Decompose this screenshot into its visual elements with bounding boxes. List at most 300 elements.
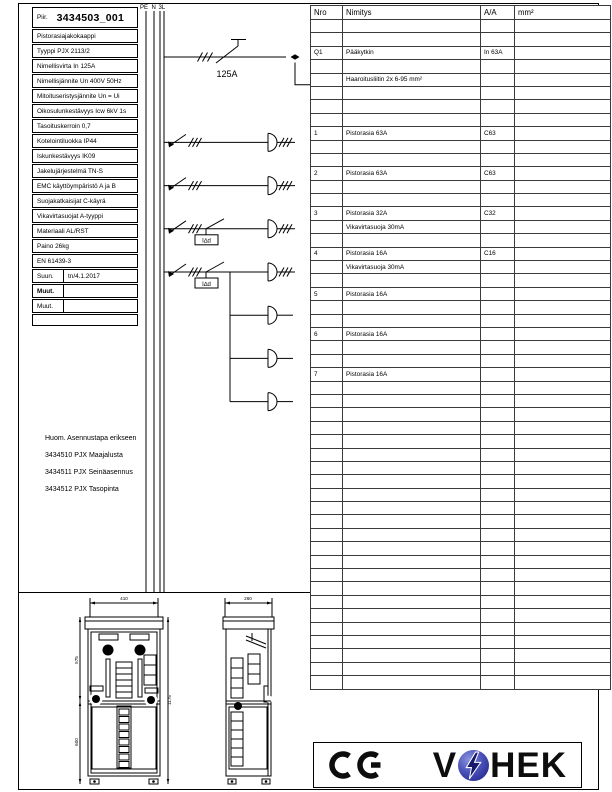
- circuit-table-row: [311, 127, 611, 140]
- circuit-cell: 1: [311, 127, 343, 140]
- spec-value: tn/4.1.2017: [68, 272, 100, 280]
- circuit-cell: [515, 635, 611, 648]
- mounting-notes: [45, 430, 136, 498]
- spec-label: Vikavirtasuojat A-tyyppi: [37, 212, 103, 220]
- circuit-cell: [481, 261, 515, 274]
- circuit-cell: [515, 46, 611, 59]
- circuit-cell: Pääkytkin: [343, 46, 481, 59]
- circuit-cell: [343, 140, 481, 153]
- circuit-cell: [515, 327, 611, 340]
- bus-label-3l: 3L: [158, 5, 166, 11]
- spec-label: Tyyppi PJX 2113/2: [37, 47, 90, 55]
- circuit-cell: [343, 100, 481, 113]
- spec-label: EN 61439-3: [37, 257, 72, 265]
- circuit-cell: [515, 368, 611, 381]
- circuit-cell: [515, 153, 611, 166]
- circuit-table-row: [311, 649, 611, 662]
- circuit-table-row: [311, 515, 611, 528]
- dim-upper-height: 575: [74, 656, 79, 664]
- dim-total-height: 1175: [167, 695, 172, 705]
- circuit-cell: [343, 381, 481, 394]
- circuit-cell: [481, 301, 515, 314]
- circuit-cell: [343, 582, 481, 595]
- circuit-cell: 3: [311, 207, 343, 220]
- circuit-cell: [311, 20, 343, 33]
- circuit-cell: [481, 528, 515, 541]
- circuit-cell: [515, 220, 611, 233]
- circuit-cell: [515, 649, 611, 662]
- circuit-cell: [311, 582, 343, 595]
- circuit-cell: Vikavirtasuoja 30mA: [343, 220, 481, 233]
- circuit-table-row: [311, 555, 611, 568]
- circuit-cell: [481, 287, 515, 300]
- circuit-cell: [311, 381, 343, 394]
- spec-label: Pistorasiajakokaappi: [37, 32, 96, 40]
- spec-row: [32, 299, 138, 313]
- circuit-table-row: [311, 595, 611, 608]
- circuit-cell: [311, 274, 343, 287]
- circuit-table-row: [311, 582, 611, 595]
- circuit-table-row: [311, 247, 611, 260]
- circuit-table-header: [311, 6, 611, 20]
- spec-row: [32, 149, 138, 163]
- circuit-cell: C32: [481, 207, 515, 220]
- circuit-cell: [343, 515, 481, 528]
- brand-text-left: V: [432, 745, 458, 785]
- circuit-cell: [311, 100, 343, 113]
- circuit-cell: [311, 662, 343, 675]
- spec-row: [32, 224, 138, 238]
- spec-label: EMC käyttöympäristö A ja B: [37, 182, 116, 190]
- circuit-cell: [481, 635, 515, 648]
- circuit-cell: [481, 86, 515, 99]
- circuit-cell: [515, 86, 611, 99]
- circuit-cell: [343, 555, 481, 568]
- circuit-cell: [515, 448, 611, 461]
- circuit-cell: [343, 461, 481, 474]
- circuit-cell: [481, 408, 515, 421]
- circuit-cell: [481, 180, 515, 193]
- circuit-cell: [343, 301, 481, 314]
- circuit-cell: [343, 421, 481, 434]
- section-divider: [18, 592, 311, 593]
- circuit-cell: [515, 555, 611, 568]
- rcd-label: I∆d: [202, 238, 211, 245]
- circuit-cell: [515, 314, 611, 327]
- circuit-cell: [515, 194, 611, 207]
- circuit-cell: [481, 582, 515, 595]
- circuit-cell: [311, 528, 343, 541]
- circuit-table-row: [311, 73, 611, 86]
- circuit-table-row: [311, 261, 611, 274]
- circuit-cell: [311, 113, 343, 126]
- circuit-cell: Pistorasia 16A: [343, 247, 481, 260]
- circuit-cell: [343, 448, 481, 461]
- circuit-cell: [343, 153, 481, 166]
- circuit-cell: [311, 421, 343, 434]
- circuit-cell: C63: [481, 127, 515, 140]
- circuit-cell: [481, 435, 515, 448]
- column-header: mm²: [515, 6, 611, 20]
- circuit-table-row: [311, 287, 611, 300]
- circuit-cell: [481, 314, 515, 327]
- circuit-table-row: [311, 622, 611, 635]
- circuit-cell: [343, 20, 481, 33]
- spec-label: Jakelujärjestelmä TN-S: [37, 167, 103, 175]
- circuit-cell: [311, 314, 343, 327]
- circuit-cell: [481, 274, 515, 287]
- notes-line: 3434511 PJX Seinäasennus: [45, 469, 133, 476]
- circuit-table-row: [311, 609, 611, 622]
- circuit-table-row: [311, 502, 611, 515]
- brand-text-right: HEK: [490, 745, 567, 785]
- circuit-cell: Pistorasia 63A: [343, 167, 481, 180]
- circuit-cell: [343, 435, 481, 448]
- circuit-table-row: [311, 421, 611, 434]
- circuit-cell: [481, 20, 515, 33]
- spec-empty-row: [32, 314, 138, 326]
- circuit-table-row: [311, 542, 611, 555]
- circuit-cell: [481, 595, 515, 608]
- circuit-cell: [311, 622, 343, 635]
- circuit-cell: Pistorasia 16A: [343, 327, 481, 340]
- circuit-cell: Haaroitusliitin 2x 6-95 mm²: [343, 73, 481, 86]
- circuit-cell: [311, 261, 343, 274]
- circuit-cell: [311, 140, 343, 153]
- spec-row: [32, 134, 138, 148]
- circuit-cell: [311, 502, 343, 515]
- circuit-cell: [343, 113, 481, 126]
- circuit-cell: [481, 502, 515, 515]
- circuit-cell: Pistorasia 16A: [343, 287, 481, 300]
- circuit-cell: C16: [481, 247, 515, 260]
- circuit-cell: [481, 194, 515, 207]
- circuit-cell: [515, 595, 611, 608]
- circuit-cell: [515, 622, 611, 635]
- circuit-cell: [481, 327, 515, 340]
- circuit-table-row: [311, 569, 611, 582]
- circuit-cell: [343, 488, 481, 501]
- circuit-cell: [515, 33, 611, 46]
- circuit-table-row: [311, 140, 611, 153]
- circuit-cell: [515, 301, 611, 314]
- circuit-cell: [343, 595, 481, 608]
- spec-row: [32, 104, 138, 118]
- circuit-table-row: [311, 528, 611, 541]
- circuit-cell: [311, 676, 343, 689]
- circuit-cell: [481, 649, 515, 662]
- circuit-cell: [343, 341, 481, 354]
- circuit-cell: [481, 220, 515, 233]
- circuit-cell: [311, 354, 343, 367]
- circuit-cell: [515, 127, 611, 140]
- circuit-cell: [311, 448, 343, 461]
- circuit-cell: [515, 515, 611, 528]
- circuit-cell: [343, 86, 481, 99]
- circuit-cell: [515, 207, 611, 220]
- circuit-cell: [481, 33, 515, 46]
- circuit-cell: [311, 635, 343, 648]
- circuit-cell: [481, 515, 515, 528]
- circuit-cell: 6: [311, 327, 343, 340]
- circuit-table-row: [311, 220, 611, 233]
- circuit-table-row: [311, 301, 611, 314]
- circuit-cell: [311, 542, 343, 555]
- circuit-cell: [311, 569, 343, 582]
- circuit-table-row: [311, 461, 611, 474]
- circuit-cell: [481, 569, 515, 582]
- circuit-cell: [515, 274, 611, 287]
- spec-row: [32, 59, 138, 73]
- circuit-cell: [515, 569, 611, 582]
- circuit-table-row: [311, 488, 611, 501]
- circuit-cell: [481, 341, 515, 354]
- circuit-cell: [343, 622, 481, 635]
- circuit-cell: [343, 60, 481, 73]
- circuit-cell: [343, 354, 481, 367]
- circuit-cell: [311, 461, 343, 474]
- spec-label: Suun.: [37, 270, 64, 282]
- circuit-cell: 5: [311, 287, 343, 300]
- circuit-cell: [481, 609, 515, 622]
- spec-row: [32, 119, 138, 133]
- circuit-table-row: [311, 207, 611, 220]
- circuit-table-row: [311, 86, 611, 99]
- circuit-cell: [515, 662, 611, 675]
- circuit-cell: [515, 528, 611, 541]
- circuit-cell: [311, 609, 343, 622]
- circuit-table-row: [311, 167, 611, 180]
- circuit-cell: [311, 394, 343, 407]
- column-header: Nro: [311, 6, 343, 20]
- circuit-cell: [311, 33, 343, 46]
- circuit-table-row: [311, 435, 611, 448]
- circuit-cell: [481, 448, 515, 461]
- circuit-table-row: [311, 33, 611, 46]
- circuit-cell: [515, 180, 611, 193]
- circuit-cell: [515, 475, 611, 488]
- spec-row: [32, 7, 138, 28]
- circuit-cell: [311, 649, 343, 662]
- spec-label: Muut.: [37, 285, 64, 297]
- circuit-cell: [311, 301, 343, 314]
- notes-line: 3434512 PJX Tasopinta: [45, 486, 119, 493]
- circuit-cell: [343, 569, 481, 582]
- circuit-cell: [343, 662, 481, 675]
- circuit-table-row: [311, 194, 611, 207]
- circuit-cell: [343, 194, 481, 207]
- circuit-table: [310, 5, 611, 690]
- circuit-cell: [515, 20, 611, 33]
- spec-row: [32, 164, 138, 178]
- circuit-cell: [311, 341, 343, 354]
- circuit-cell: [311, 220, 343, 233]
- circuit-cell: [515, 234, 611, 247]
- circuit-cell: [515, 502, 611, 515]
- circuit-cell: [343, 502, 481, 515]
- circuit-table-row: [311, 20, 611, 33]
- main-switch-rating: 125A: [216, 69, 238, 79]
- circuit-table-row: [311, 100, 611, 113]
- circuit-cell: [481, 394, 515, 407]
- circuit-cell: [481, 662, 515, 675]
- circuit-cell: [481, 60, 515, 73]
- circuit-cell: [311, 194, 343, 207]
- circuit-cell: [515, 167, 611, 180]
- circuit-cell: [311, 86, 343, 99]
- footer-logo-box: [313, 742, 582, 788]
- bus-label-pe: PE: [140, 5, 149, 11]
- circuit-cell: [311, 488, 343, 501]
- circuit-cell: [515, 100, 611, 113]
- circuit-cell: [515, 609, 611, 622]
- circuit-cell: [311, 515, 343, 528]
- circuit-cell: [311, 435, 343, 448]
- circuit-table-row: [311, 60, 611, 73]
- circuit-table-row: [311, 635, 611, 648]
- spec-label: Oikosulunkestävyys Icw 6kV 1s: [37, 107, 127, 115]
- column-header: A/A: [481, 6, 515, 20]
- circuit-cell: [311, 180, 343, 193]
- spec-label: Nimellisvirta In 125A: [37, 62, 96, 70]
- circuit-cell: [515, 354, 611, 367]
- circuit-cell: [515, 394, 611, 407]
- circuit-cell: [343, 33, 481, 46]
- spec-label: Suojakatkaisijat C-käyrä: [37, 197, 106, 205]
- circuit-cell: [343, 234, 481, 247]
- circuit-cell: [311, 234, 343, 247]
- circuit-cell: [343, 635, 481, 648]
- circuit-cell: Pistorasia 32A: [343, 207, 481, 220]
- bus-label-n: N: [151, 5, 156, 11]
- circuit-table-row: [311, 448, 611, 461]
- spec-label: Mitoituseristysjännite Un = Ui: [37, 92, 120, 100]
- circuit-cell: [343, 676, 481, 689]
- circuit-cell: [343, 542, 481, 555]
- circuit-cell: Vikavirtasuoja 30mA: [343, 261, 481, 274]
- circuit-cell: [515, 676, 611, 689]
- circuit-cell: Pistorasia 16A: [343, 368, 481, 381]
- circuit-cell: [515, 488, 611, 501]
- circuit-table-row: [311, 381, 611, 394]
- spec-value: 3434503_001: [56, 11, 125, 24]
- spec-row: [32, 179, 138, 193]
- circuit-cell: [515, 435, 611, 448]
- circuit-table-row: [311, 274, 611, 287]
- circuit-table-row: [311, 368, 611, 381]
- circuit-cell: 4: [311, 247, 343, 260]
- circuit-cell: [343, 274, 481, 287]
- circuit-cell: [343, 649, 481, 662]
- circuit-table-row: [311, 354, 611, 367]
- spec-label: Nimellisjännite Un 400V 50Hz: [37, 77, 122, 85]
- circuit-table-row: [311, 180, 611, 193]
- circuit-cell: [343, 180, 481, 193]
- circuit-cell: [481, 368, 515, 381]
- circuit-cell: [311, 475, 343, 488]
- circuit-cell: [481, 234, 515, 247]
- dim-side-width: 260: [244, 596, 252, 601]
- circuit-table-row: [311, 408, 611, 421]
- circuit-table-row: [311, 46, 611, 59]
- circuit-cell: Pistorasia 63A: [343, 127, 481, 140]
- circuit-cell: [343, 475, 481, 488]
- ce-mark-icon: [328, 748, 394, 782]
- circuit-cell: [481, 113, 515, 126]
- spec-row: [32, 74, 138, 88]
- circuit-table-row: [311, 341, 611, 354]
- circuit-cell: [481, 140, 515, 153]
- circuit-cell: [515, 140, 611, 153]
- spec-row: [32, 254, 138, 268]
- circuit-cell: [481, 461, 515, 474]
- circuit-cell: [343, 528, 481, 541]
- circuit-cell: In 63A: [481, 46, 515, 59]
- spec-label: Paino 26kg: [37, 242, 69, 250]
- circuit-cell: [515, 73, 611, 86]
- circuit-cell: [343, 314, 481, 327]
- circuit-cell: [515, 408, 611, 421]
- circuit-cell: [481, 153, 515, 166]
- spec-label: Piir.: [37, 14, 48, 21]
- circuit-table-row: [311, 676, 611, 689]
- circuit-cell: [481, 676, 515, 689]
- circuit-table-row: [311, 234, 611, 247]
- circuit-cell: [311, 60, 343, 73]
- spec-row: [32, 239, 138, 253]
- circuit-cell: [311, 153, 343, 166]
- circuit-cell: [343, 408, 481, 421]
- spec-row: [32, 44, 138, 58]
- circuit-table-row: [311, 394, 611, 407]
- circuit-cell: C63: [481, 167, 515, 180]
- rcd-label: I∆d: [202, 281, 211, 288]
- notes-title: Huom. Asennustapa erikseen: [45, 435, 137, 442]
- circuit-cell: [343, 394, 481, 407]
- notes-line: 3434510 PJX Maajalusta: [45, 452, 123, 459]
- circuit-cell: [481, 622, 515, 635]
- circuit-cell: [481, 475, 515, 488]
- circuit-cell: 7: [311, 368, 343, 381]
- spec-row: [32, 209, 138, 223]
- spec-label: Iskunkestävyys IK09: [37, 152, 96, 160]
- circuit-cell: [311, 555, 343, 568]
- circuit-cell: 2: [311, 167, 343, 180]
- circuit-cell: [311, 595, 343, 608]
- spec-row: [32, 89, 138, 103]
- column-header: Nimitys: [343, 6, 481, 20]
- spec-row: [32, 269, 138, 283]
- spec-row: [32, 194, 138, 208]
- circuit-cell: [481, 73, 515, 86]
- circuit-cell: [311, 73, 343, 86]
- circuit-cell: [515, 60, 611, 73]
- circuit-cell: [515, 113, 611, 126]
- spec-label: Kotelointiluokka IP44: [37, 137, 97, 145]
- circuit-cell: [481, 421, 515, 434]
- spec-row: [32, 29, 138, 43]
- circuit-table-row: [311, 327, 611, 340]
- circuit-table-row: [311, 662, 611, 675]
- circuit-cell: [481, 488, 515, 501]
- globe-lightning-icon: [458, 750, 489, 781]
- circuit-cell: [481, 555, 515, 568]
- spec-label: Tasoituskerroin 0,7: [37, 122, 91, 130]
- circuit-cell: [515, 341, 611, 354]
- spec-table: [32, 7, 138, 326]
- dim-lower-height: 600: [74, 738, 79, 746]
- circuit-cell: [481, 542, 515, 555]
